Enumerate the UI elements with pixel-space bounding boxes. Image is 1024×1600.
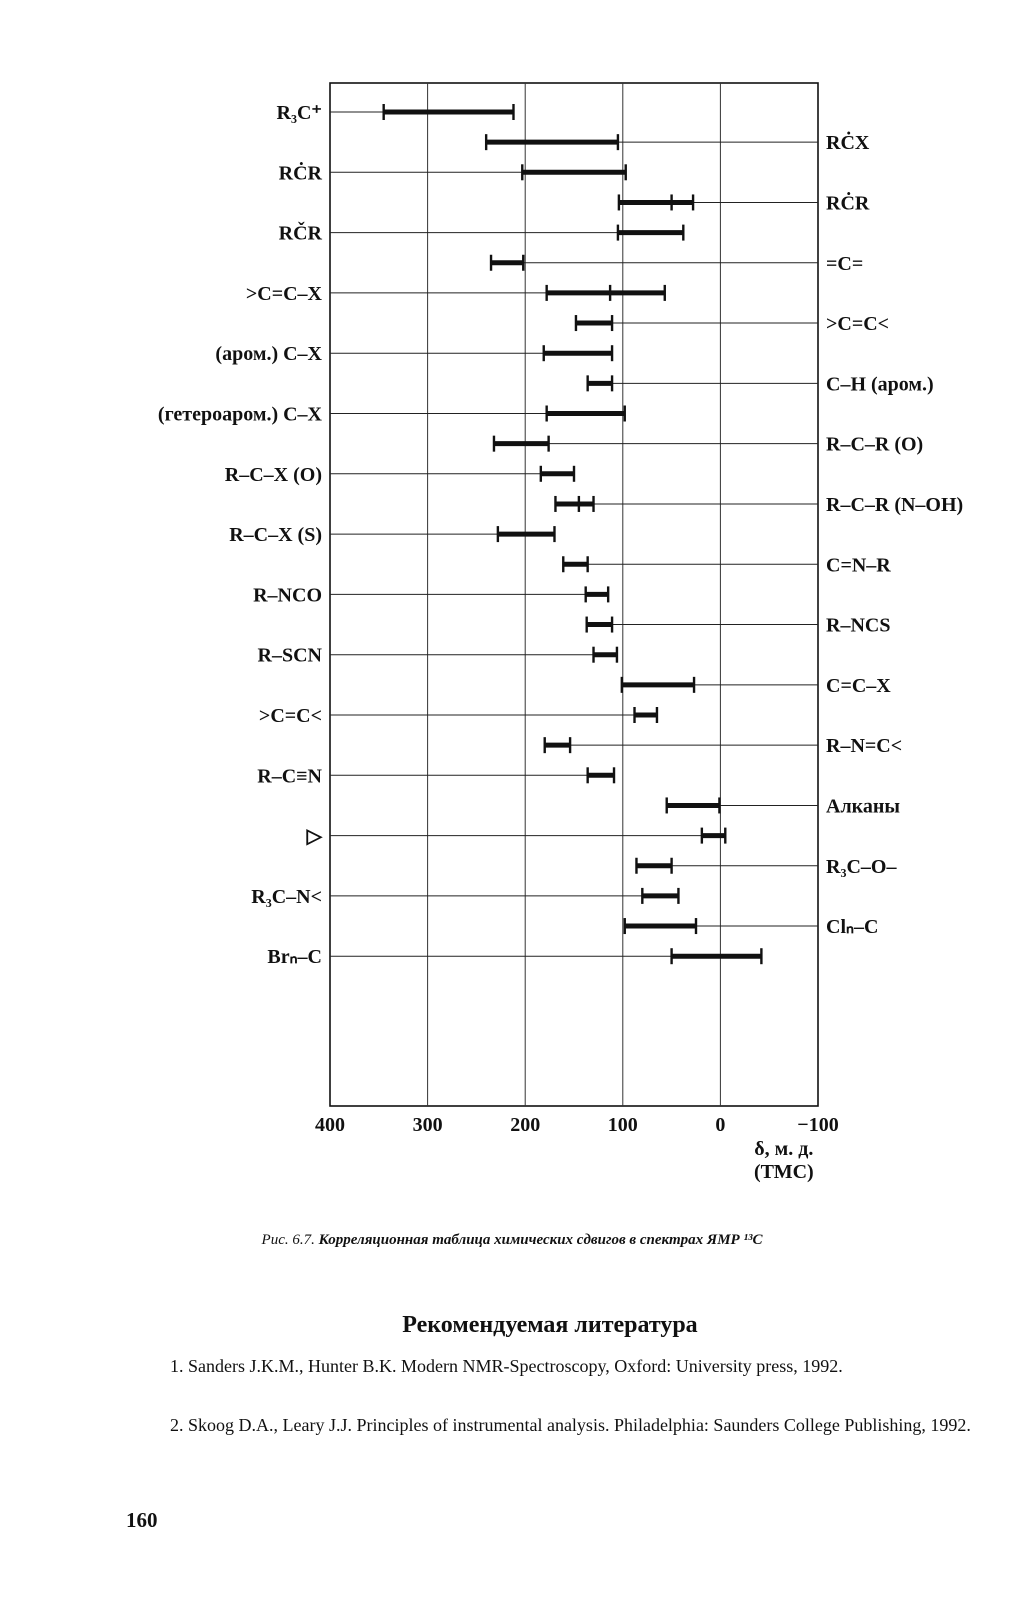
x-axis: [315, 1114, 839, 1183]
x-tick-label: 300: [412, 1114, 443, 1136]
row-label-right: R₃C–O–: [826, 855, 897, 878]
x-tick-label: −100: [797, 1114, 839, 1136]
row-label-left: R–C–X (O): [224, 463, 322, 486]
row-label-left: >C=C<: [258, 705, 322, 727]
row-label-left: RČR: [278, 222, 322, 245]
row-label-right: R–C–R (O): [826, 433, 924, 456]
page-number: 160: [126, 1508, 158, 1532]
row-label-right: R–NCS: [826, 614, 891, 637]
row-label-left: R₃C–N<: [251, 885, 322, 908]
x-tick-label: 200: [510, 1114, 541, 1136]
x-tick-label: 400: [315, 1114, 345, 1136]
row-label-left: (гетероаром.) C–X: [157, 403, 322, 426]
x-tick-label: 100: [607, 1114, 638, 1136]
chart-bars: [330, 104, 818, 964]
row-label-right: Clₙ–C: [826, 916, 879, 939]
row-label-left: R₃C⁺: [276, 102, 322, 124]
row-label-right: R–N=C<: [826, 735, 903, 758]
row-label-left: R–NCO: [253, 584, 322, 607]
row-label-left: (аром.) C–X: [215, 343, 322, 366]
row-label-right: C–H (аром.): [826, 373, 934, 396]
figure-caption: [0, 1232, 1024, 1249]
row-label-right: RĊX: [826, 132, 870, 155]
x-axis-label: δ, м. д.: [754, 1138, 814, 1160]
row-label-left: ▷: [306, 825, 322, 848]
row-label-left: R–SCN: [257, 644, 322, 667]
row-label-right: C=C–X: [826, 674, 891, 697]
row-label-right: RĊR: [826, 192, 870, 215]
row-label-right: C=N–R: [826, 554, 891, 577]
x-tick-label: 0: [715, 1114, 726, 1136]
reference-item-1: 1. Sanders J.K.M., Hunter B.K. Modern NMR-Spectroscopy, Oxford: University press, 1992.: [170, 1356, 843, 1376]
row-label-left: Brₙ–C: [267, 946, 322, 969]
row-label-left: R–C–X (S): [229, 524, 322, 547]
caption-text: Корреляционная таблица химических сдвигов в спектрах ЯМР ¹³С: [318, 1232, 763, 1248]
reference-item-2: 2. Skoog D.A., Leary J.J. Principles of instrumental analysis. Philadelphia: Saunders College Publishing, 1992.: [170, 1415, 971, 1435]
references-title: Рекомендуемая литература: [402, 1312, 698, 1338]
x-axis-sublabel: (ТМС): [753, 1161, 814, 1183]
row-label-left: RĊR: [278, 162, 322, 185]
row-label-right: >C=C<: [826, 313, 890, 336]
row-label-right: =C=: [826, 252, 864, 275]
row-label-right: Алканы: [826, 795, 901, 818]
row-label-left: R–C≡N: [257, 765, 322, 788]
row-label-right: R–C–R (N–OH): [826, 493, 964, 516]
chart-labels: [158, 102, 963, 968]
row-label-left: >C=C–X: [245, 282, 322, 305]
caption-number: Рис. 6.7.: [261, 1232, 315, 1248]
